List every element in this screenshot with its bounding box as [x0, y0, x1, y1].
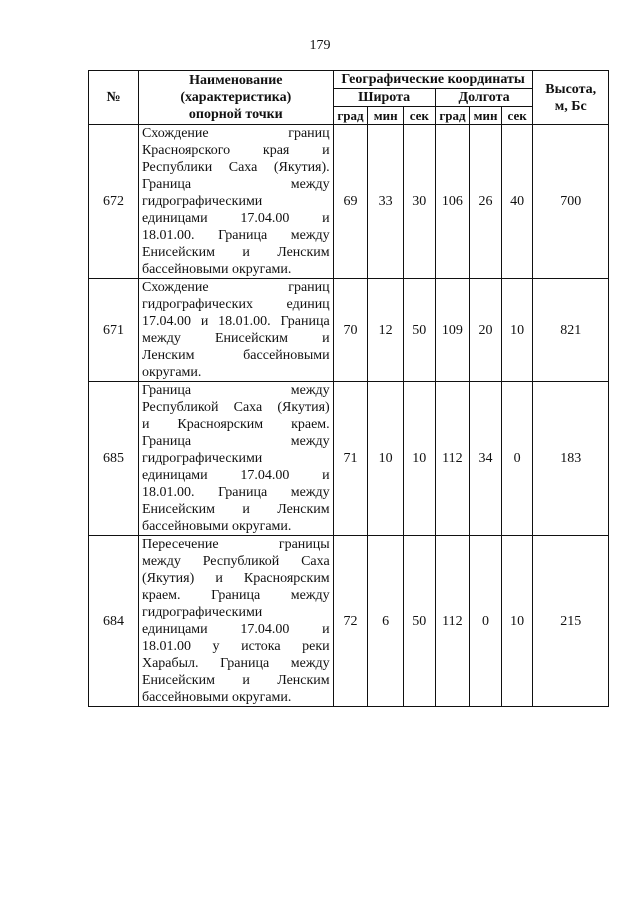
description-line: Енисейским и Ленским: [141, 502, 330, 517]
cell-lat-sec: 50: [404, 279, 436, 382]
cell-height: 183: [533, 382, 609, 536]
cell-lat-deg: 69: [333, 125, 368, 279]
description-line: Граница между: [141, 434, 330, 449]
cell-lon-deg: 109: [435, 279, 470, 382]
cell-lat-deg: 71: [333, 382, 368, 536]
cell-lon-min: 34: [470, 382, 502, 536]
description-line: гидрографическими: [141, 194, 263, 209]
description-line: Красноярского края и: [141, 143, 330, 158]
header-height-line: Высота,: [545, 81, 597, 97]
cell-lon-sec: 40: [501, 125, 533, 279]
cell-lon-deg: 112: [435, 382, 470, 536]
cell-lon-sec: 10: [501, 536, 533, 707]
description-line: Республикой Саха (Якутия): [141, 400, 330, 415]
cell-lon-deg: 106: [435, 125, 470, 279]
description-line: краем. Граница между: [141, 588, 330, 603]
cell-lat-sec: 30: [404, 125, 436, 279]
cell-lon-deg: 112: [435, 536, 470, 707]
cell-height: 700: [533, 125, 609, 279]
point-number: 684: [89, 536, 139, 707]
description-line: бассейновыми округами.: [141, 519, 292, 534]
point-number: 671: [89, 279, 139, 382]
description-line: единицами 17.04.00 и: [141, 211, 330, 226]
description-line: гидрографическими: [141, 605, 263, 620]
point-description: [138, 536, 333, 707]
point-number: 672: [89, 125, 139, 279]
description-line: между Енисейским и: [141, 331, 330, 346]
header-geo-coordinates: Географические координаты: [333, 71, 533, 89]
cell-lon-min: 26: [470, 125, 502, 279]
header-lon-min: мин: [470, 107, 502, 125]
description-line: Схождение границ: [141, 280, 330, 295]
page-number: 179: [309, 38, 331, 53]
reference-points-table: [88, 70, 609, 707]
description-line: Республики Саха (Якутия).: [141, 160, 330, 175]
cell-height: 821: [533, 279, 609, 382]
header-height-line: м, Бс: [554, 98, 587, 114]
table-row: [89, 382, 609, 536]
description-line: (Якутия) и Красноярским: [141, 571, 330, 586]
cell-height: 215: [533, 536, 609, 707]
cell-lat-min: 6: [368, 536, 404, 707]
point-description: [138, 382, 333, 536]
cell-lon-min: 20: [470, 279, 502, 382]
header-number: №: [89, 71, 139, 125]
description-line: 18.01.00. Граница между: [141, 228, 330, 243]
header-name: [138, 71, 333, 125]
description-line: Схождение границ: [141, 126, 330, 141]
header-lat-min: мин: [368, 107, 404, 125]
cell-lat-min: 33: [368, 125, 404, 279]
cell-lon-min: 0: [470, 536, 502, 707]
description-line: Граница между: [141, 177, 330, 192]
table-header: [89, 71, 609, 125]
description-line: и Красноярским краем.: [141, 417, 330, 432]
cell-lat-sec: 10: [404, 382, 436, 536]
header-height: [533, 71, 609, 125]
cell-lat-sec: 50: [404, 536, 436, 707]
description-line: 18.01.00 у истока реки: [141, 639, 330, 654]
table-row: [89, 125, 609, 279]
cell-lat-min: 10: [368, 382, 404, 536]
description-line: гидрографических единиц: [141, 297, 330, 312]
cell-lat-deg: 72: [333, 536, 368, 707]
header-latitude: Широта: [333, 89, 435, 107]
header-lon-sec: сек: [501, 107, 533, 125]
header-lat-sec: сек: [404, 107, 436, 125]
table-row: [89, 536, 609, 707]
description-line: между Республикой Саха: [141, 554, 330, 569]
header-lat-deg: град: [333, 107, 368, 125]
header-longitude: Долгота: [435, 89, 533, 107]
cell-lat-min: 12: [368, 279, 404, 382]
point-description: [138, 279, 333, 382]
header-name-line: (характеристика): [180, 90, 292, 105]
point-number: 685: [89, 382, 139, 536]
description-line: гидрографическими: [141, 451, 263, 466]
description-line: Енисейским и Ленским: [141, 245, 330, 260]
table-body: [89, 125, 609, 707]
point-description: [138, 125, 333, 279]
description-line: единицами 17.04.00 и: [141, 468, 330, 483]
cell-lat-deg: 70: [333, 279, 368, 382]
description-line: Пересечение границы: [141, 537, 330, 552]
description-line: бассейновыми округами.: [141, 690, 292, 705]
description-line: Харабыл. Граница между: [141, 656, 330, 671]
header-lon-deg: град: [435, 107, 470, 125]
description-line: Ленским бассейновыми: [141, 348, 330, 363]
description-line: Граница между: [141, 383, 330, 398]
description-line: Енисейским и Ленским: [141, 673, 330, 688]
header-name-line: Наименование: [189, 73, 283, 88]
description-line: бассейновыми округами.: [141, 262, 292, 277]
description-line: единицами 17.04.00 и: [141, 622, 330, 637]
cell-lon-sec: 10: [501, 279, 533, 382]
table-row: [89, 279, 609, 382]
description-line: 18.01.00. Граница между: [141, 485, 330, 500]
header-name-line: опорной точки: [188, 107, 283, 122]
description-line: 17.04.00 и 18.01.00. Граница: [141, 314, 330, 329]
description-line: округами.: [141, 365, 202, 380]
cell-lon-sec: 0: [501, 382, 533, 536]
